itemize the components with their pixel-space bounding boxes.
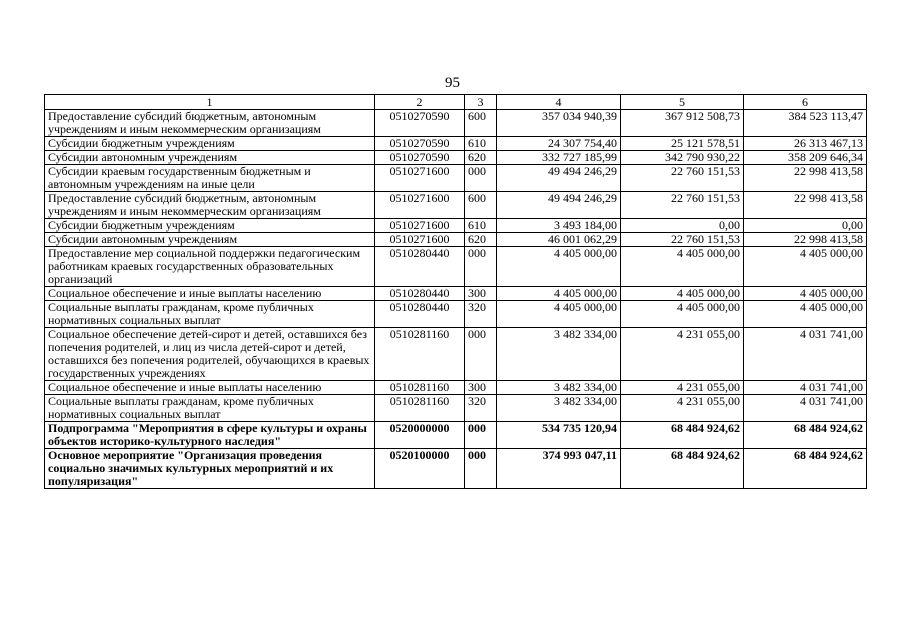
row-type: 000 — [465, 422, 497, 449]
row-name: Субсидии бюджетным учреждениям — [45, 137, 375, 151]
row-name: Социальное обеспечение детей-сирот и детей, оставшихся без попечения родителей, и лиц из числа детей-сирот и детей, оставшихся без попечения родителей, обучающихся в краевых государственных учреждениях — [45, 328, 375, 381]
table-row — [45, 137, 867, 151]
table-row — [45, 381, 867, 395]
row-value-col5: 0,00 — [621, 219, 744, 233]
table-row — [45, 219, 867, 233]
row-value-col6: 4 031 741,00 — [744, 381, 867, 395]
row-value-col5: 367 912 508,73 — [621, 110, 744, 137]
row-type: 600 — [465, 192, 497, 219]
row-type: 000 — [465, 328, 497, 381]
table-header-row — [45, 95, 867, 110]
row-code: 0510271600 — [375, 233, 465, 247]
column-header: 3 — [465, 95, 497, 110]
row-value-col6: 4 405 000,00 — [744, 301, 867, 328]
row-value-col4: 24 307 754,40 — [497, 137, 621, 151]
table-row — [45, 449, 867, 489]
row-value-col4: 49 494 246,29 — [497, 192, 621, 219]
row-value-col5: 4 231 055,00 — [621, 395, 744, 422]
column-header: 5 — [621, 95, 744, 110]
row-value-col4: 534 735 120,94 — [497, 422, 621, 449]
row-value-col5: 22 760 151,53 — [621, 165, 744, 192]
row-type: 000 — [465, 449, 497, 489]
row-type: 320 — [465, 395, 497, 422]
row-code: 0510281160 — [375, 381, 465, 395]
row-value-col4: 4 405 000,00 — [497, 247, 621, 287]
row-value-col6: 22 998 413,58 — [744, 192, 867, 219]
row-value-col4: 374 993 047,11 — [497, 449, 621, 489]
table-row — [45, 110, 867, 137]
row-value-col6: 22 998 413,58 — [744, 165, 867, 192]
row-name: Предоставление мер социальной поддержки педагогическим работникам краевых государственных образовательных организаций — [45, 247, 375, 287]
table-row — [45, 247, 867, 287]
row-type: 320 — [465, 301, 497, 328]
table-body — [45, 110, 867, 489]
table-row — [45, 233, 867, 247]
row-value-col4: 3 482 334,00 — [497, 395, 621, 422]
row-value-col4: 46 001 062,29 — [497, 233, 621, 247]
row-value-col6: 358 209 646,34 — [744, 151, 867, 165]
table-row — [45, 192, 867, 219]
table-row — [45, 328, 867, 381]
row-name: Предоставление субсидий бюджетным, автономным учреждениям и иным некоммерческим организациям — [45, 110, 375, 137]
row-value-col5: 4 405 000,00 — [621, 301, 744, 328]
row-name: Предоставление субсидий бюджетным, автономным учреждениям и иным некоммерческим организациям — [45, 192, 375, 219]
row-value-col6: 4 405 000,00 — [744, 247, 867, 287]
row-code: 0510281160 — [375, 395, 465, 422]
row-code: 0510271600 — [375, 192, 465, 219]
row-name: Субсидии автономным учреждениям — [45, 151, 375, 165]
row-name: Субсидии бюджетным учреждениям — [45, 219, 375, 233]
table-row — [45, 301, 867, 328]
column-header: 4 — [497, 95, 621, 110]
row-value-col4: 3 482 334,00 — [497, 381, 621, 395]
row-code: 0520100000 — [375, 449, 465, 489]
row-name: Социальные выплаты гражданам, кроме публичных нормативных социальных выплат — [45, 301, 375, 328]
row-type: 620 — [465, 151, 497, 165]
row-code: 0510270590 — [375, 137, 465, 151]
row-type: 300 — [465, 287, 497, 301]
row-type: 300 — [465, 381, 497, 395]
row-value-col6: 4 031 741,00 — [744, 328, 867, 381]
row-name: Социальное обеспечение и иные выплаты населению — [45, 381, 375, 395]
row-value-col6: 4 031 741,00 — [744, 395, 867, 422]
row-value-col4: 49 494 246,29 — [497, 165, 621, 192]
row-value-col6: 26 313 467,13 — [744, 137, 867, 151]
column-header: 1 — [45, 95, 375, 110]
row-value-col5: 4 405 000,00 — [621, 287, 744, 301]
table-row — [45, 165, 867, 192]
row-value-col5: 4 405 000,00 — [621, 247, 744, 287]
row-code: 0510280440 — [375, 287, 465, 301]
table-row — [45, 151, 867, 165]
row-value-col6: 68 484 924,62 — [744, 422, 867, 449]
row-code: 0510280440 — [375, 247, 465, 287]
row-code: 0510280440 — [375, 301, 465, 328]
row-value-col6: 384 523 113,47 — [744, 110, 867, 137]
row-value-col5: 342 790 930,22 — [621, 151, 744, 165]
table-row — [45, 395, 867, 422]
row-name: Субсидии автономным учреждениям — [45, 233, 375, 247]
row-value-col5: 22 760 151,53 — [621, 233, 744, 247]
table-row — [45, 422, 867, 449]
row-code: 0520000000 — [375, 422, 465, 449]
row-value-col5: 4 231 055,00 — [621, 328, 744, 381]
row-value-col4: 357 034 940,39 — [497, 110, 621, 137]
table-row — [45, 287, 867, 301]
row-value-col6: 0,00 — [744, 219, 867, 233]
row-code: 0510270590 — [375, 151, 465, 165]
row-code: 0510271600 — [375, 165, 465, 192]
row-type: 600 — [465, 110, 497, 137]
column-header: 2 — [375, 95, 465, 110]
row-name: Субсидии краевым государственным бюджетным и автономным учреждениям на иные цели — [45, 165, 375, 192]
row-value-col4: 3 482 334,00 — [497, 328, 621, 381]
row-type: 610 — [465, 219, 497, 233]
column-header: 6 — [744, 95, 867, 110]
row-name: Социальное обеспечение и иные выплаты населению — [45, 287, 375, 301]
row-value-col6: 22 998 413,58 — [744, 233, 867, 247]
row-value-col4: 3 493 184,00 — [497, 219, 621, 233]
row-code: 0510281160 — [375, 328, 465, 381]
row-name: Подпрограмма "Мероприятия в сфере культуры и охраны объектов историко-культурного наследия" — [45, 422, 375, 449]
row-type: 610 — [465, 137, 497, 151]
row-code: 0510271600 — [375, 219, 465, 233]
row-value-col6: 68 484 924,62 — [744, 449, 867, 489]
page-number: 95 — [445, 75, 460, 91]
row-value-col5: 68 484 924,62 — [621, 422, 744, 449]
row-name: Социальные выплаты гражданам, кроме публичных нормативных социальных выплат — [45, 395, 375, 422]
row-type: 000 — [465, 247, 497, 287]
row-value-col4: 4 405 000,00 — [497, 301, 621, 328]
row-name: Основное мероприятие "Организация проведения социально значимых культурных мероприятий и их популяризация" — [45, 449, 375, 489]
row-value-col5: 4 231 055,00 — [621, 381, 744, 395]
row-value-col5: 68 484 924,62 — [621, 449, 744, 489]
row-value-col5: 22 760 151,53 — [621, 192, 744, 219]
row-code: 0510270590 — [375, 110, 465, 137]
row-type: 000 — [465, 165, 497, 192]
row-value-col4: 4 405 000,00 — [497, 287, 621, 301]
row-value-col4: 332 727 185,99 — [497, 151, 621, 165]
row-value-col5: 25 121 578,51 — [621, 137, 744, 151]
row-type: 620 — [465, 233, 497, 247]
row-value-col6: 4 405 000,00 — [744, 287, 867, 301]
budget-table — [44, 94, 867, 489]
